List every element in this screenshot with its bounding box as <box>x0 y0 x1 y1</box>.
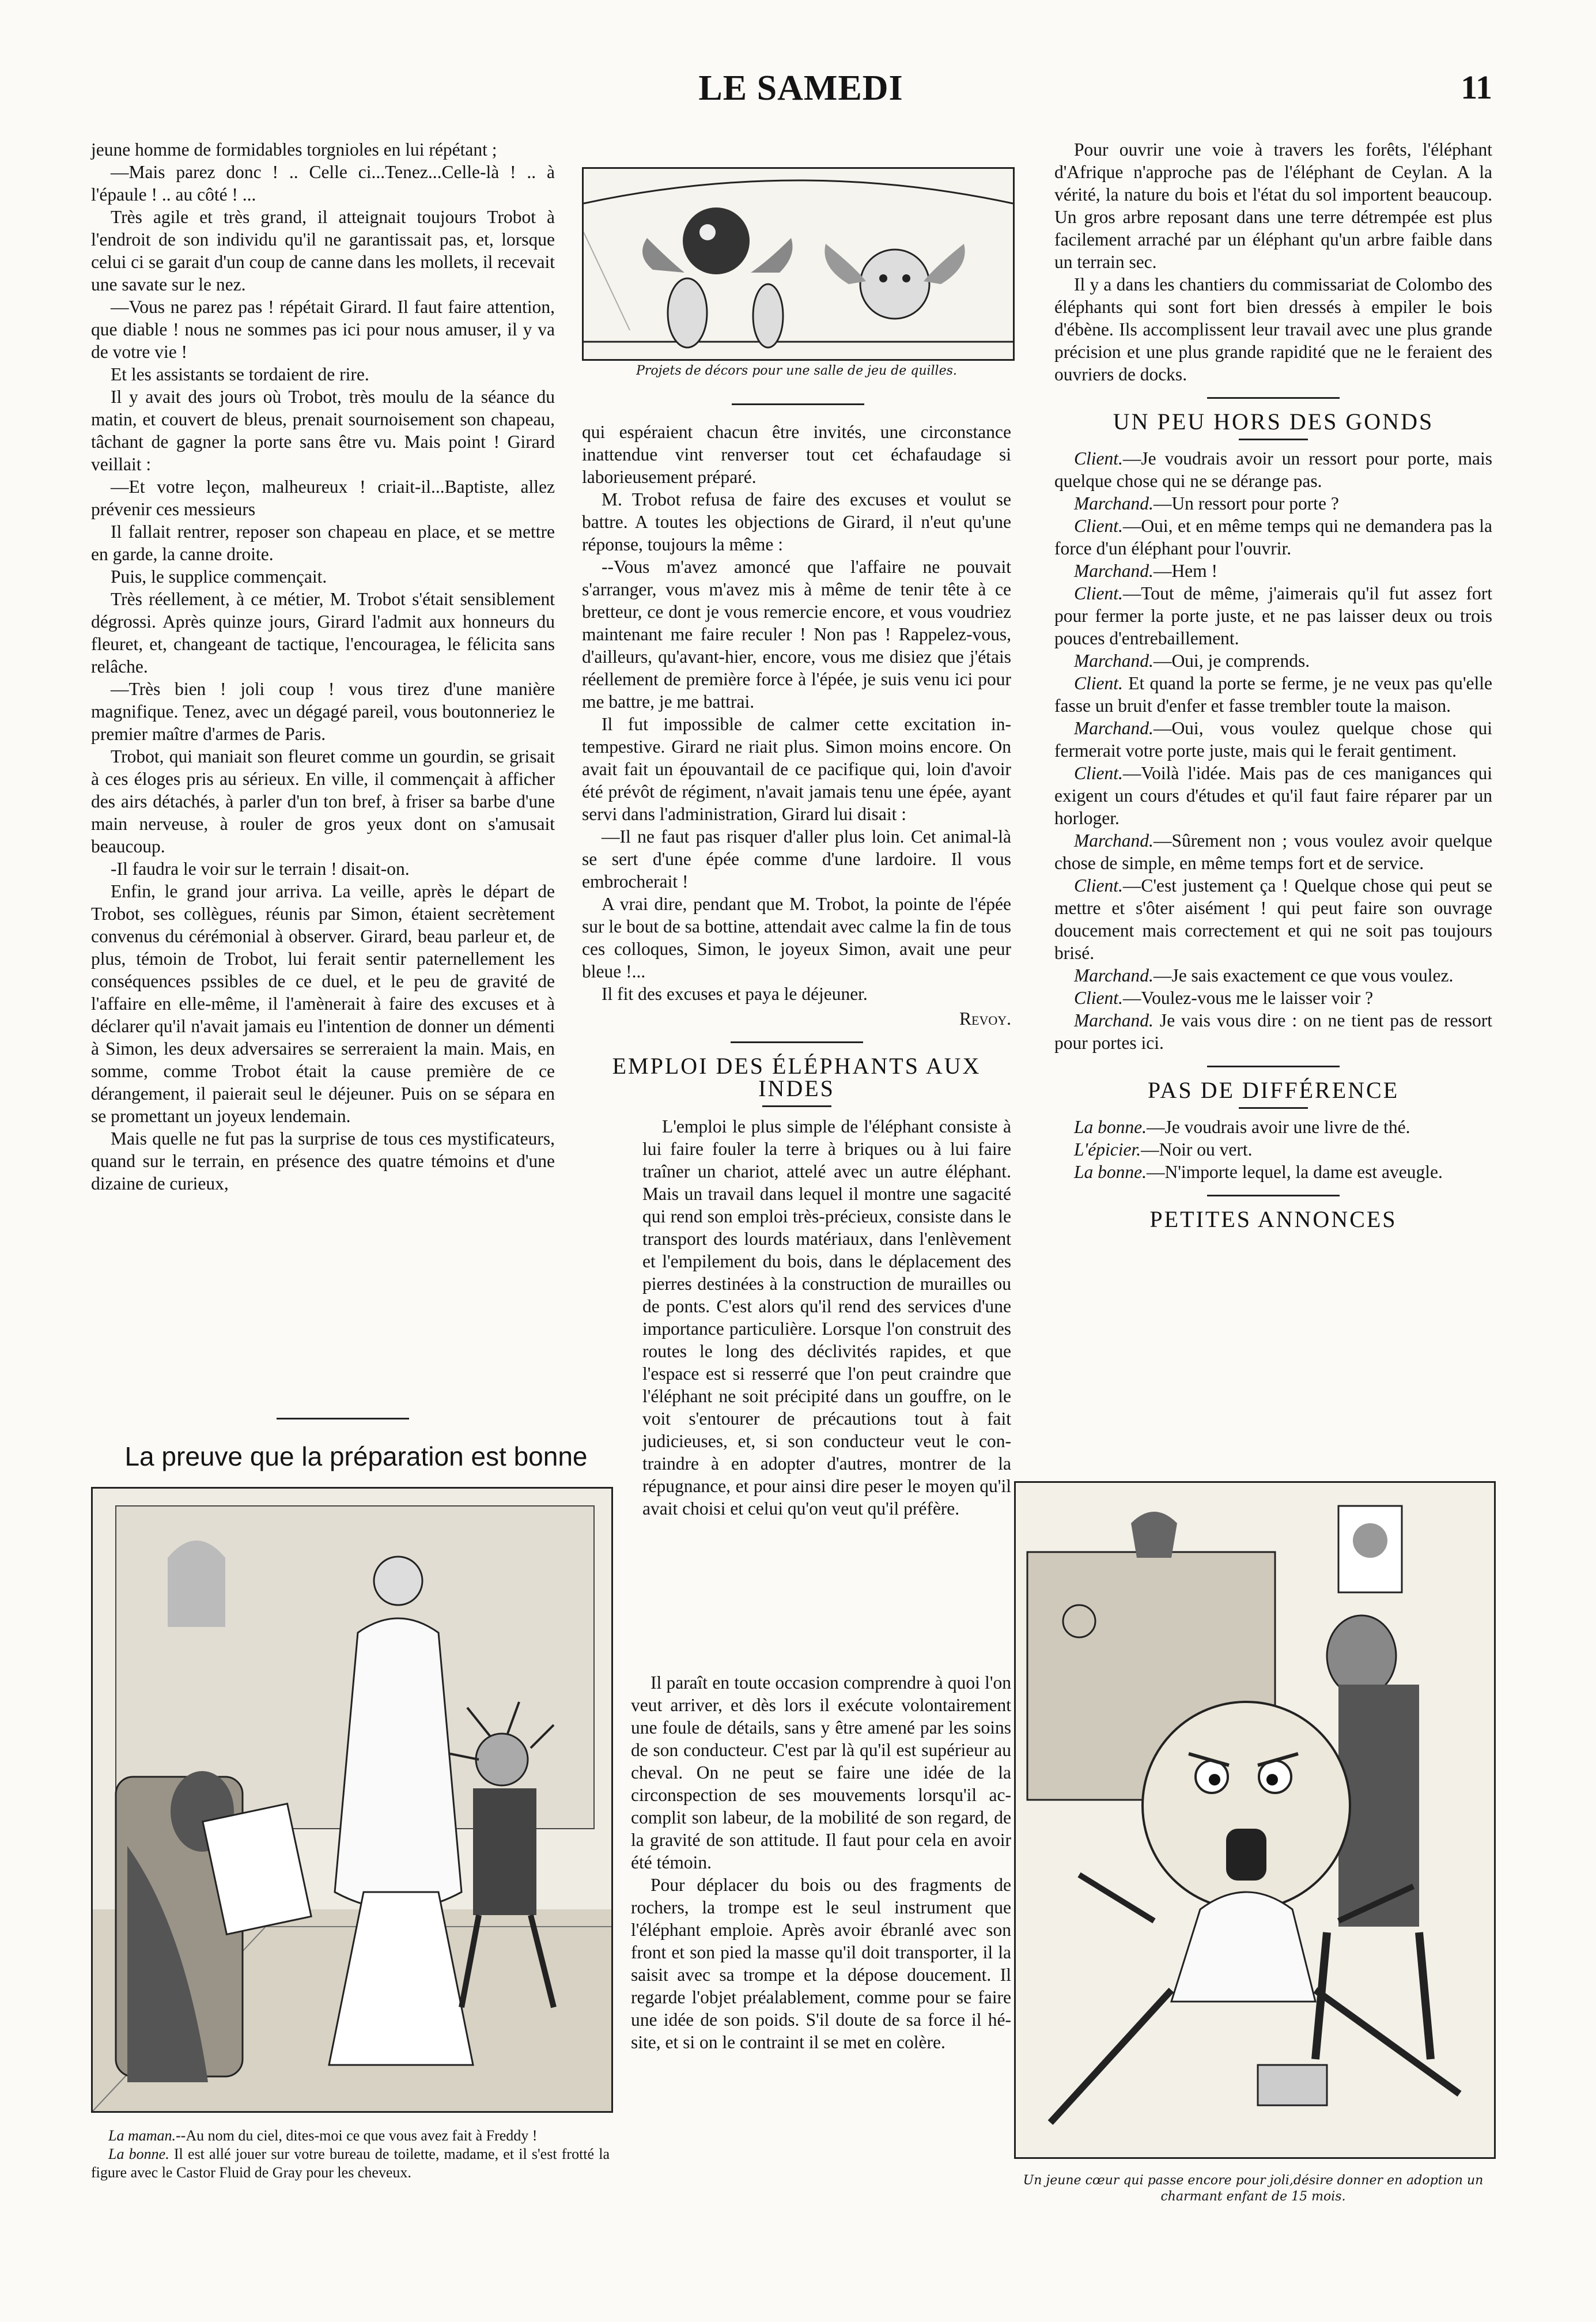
maid-and-child-drawing <box>93 1489 611 2111</box>
divider <box>762 1105 831 1107</box>
dialogue-line: —Je voudrais avoir un ressort pour porte, mais quelque chose qui ne se dérange pas. <box>1054 448 1492 491</box>
dialogue-line: —Oui, vous voulez quelque chose qui fermerait votre porte juste, mais qui le ferait gentiment. <box>1054 718 1492 761</box>
divider <box>732 403 864 405</box>
divider <box>731 1041 863 1043</box>
dialogue-line: —N'importe lequel, la dame est aveugle. <box>1147 1162 1443 1182</box>
paragraph: Puis, le supplice commençait. <box>111 567 327 587</box>
dialogue-line: —Je sais exactement ce que vous voulez. <box>1153 965 1454 986</box>
section-heading: EMPLOI DES ÉLÉPHANTS AUX INDES <box>612 1053 981 1101</box>
dialogue-line: —Hem ! <box>1153 561 1218 581</box>
paragraph: Enfin, le grand jour arriva. La veille, après le départ de Trobot, ses collègues, réunis par Simon, étaient secrètement convenus du cérémonial à observer. Girard, beau parleur et, de plus, témoin de Trobot, lui ferait sentir paternellement les conséquences pssibles de ce duel, et le peu de gravité de l'affaire en elle-même, il l'amènerait à faire des excuses et à déclarer qu'il n'avait jamais eu l'intention de donner un démenti à Simon, les deux adversaires se serreraient la main. Mais, en somme, comme Trobot était la cause première de ce dérangement, il paierait seul le déjeuner. Puis on se sépara en se promettant un joyeux lendemain. <box>91 881 555 1126</box>
illustration-caption: Un jeune cœur qui passe encore pour joli,désire donner en adoption un charmant enfant de 15 mois. <box>1023 2173 1484 2204</box>
paragraph: —Vous ne parez pas ! répétait Girard. Il faut faire attention, que diable ! nous ne sommes pas ici pour nous amuser, il y va de votre vie ! <box>91 297 555 362</box>
speaker-label: La maman. <box>108 2127 176 2144</box>
dialogue-line: —Tout de même, j'aimerais qu'il fut assez fort pour fermer la porte juste, et ne pas laisser deux ou trois pouces d'entrebaillement. <box>1054 583 1492 648</box>
speaker-label: Marchand. <box>1074 493 1153 514</box>
paragraph: --Vous m'avez amoncé que l'affaire ne pouvait s'arranger, vous m'avez mis à même de tenir tête à ce bretteur, ce dont je vous remercie encore, et vous voudriez maintenant me faire reculer ! Non pas ! Rappelez-vous, d'ailleurs, qu'avant-hier, encore, vous me disiez que j'étais réellement de première force à l'épée, je suis venu ici pour me battre, je me battrai. <box>582 557 1011 712</box>
divider <box>1207 397 1340 399</box>
speaker-label: Client. <box>1074 875 1123 896</box>
speaker-label: Marchand. <box>1074 561 1153 581</box>
divider <box>1207 1066 1340 1067</box>
divider <box>1207 1195 1340 1196</box>
paragraph: -Il faudra le voir sur le terrain ! disait-on. <box>111 859 410 879</box>
newspaper-title: LE SAMEDI <box>698 69 903 108</box>
divider <box>1239 439 1308 440</box>
paragraph: —Il ne faut pas risquer d'aller plus loin. Cet animal-là se sert d'une épée comme d'une lardoire. Il vous embrocherait ! <box>582 826 1011 892</box>
section-heading: UN PEU HORS DES GONDS <box>1113 409 1434 435</box>
speaker-label: L'épicier. <box>1074 1139 1141 1160</box>
dialogue-line: Et quand la porte se ferme, je ne veux pas qu'elle fasse un bruit d'enfer et fasse trembler toute la maison. <box>1054 673 1492 716</box>
dialogue-line: —Voulez-vous me le laisser voir ? <box>1122 988 1374 1008</box>
paragraph: Il y a dans les chantiers du commissariat de Colombo des éléphants qui sont fort bien dressés à empiler le bois d'ébène. Ils accomplissent leur travail avec une plus grande précision et une plus grande rapidité que ne le feraient des ouvriers de docks. <box>1054 274 1492 384</box>
illustration-caption <box>91 2127 610 2182</box>
dialogue-line: —C'est justement ça ! Quelque chose qui peut se mettre et s'ôter aisément ! qui peut faire son ouvrage doucement mais correctement et qui ne soit pas toujours brisé. <box>1054 875 1492 963</box>
author-signature: Revoy. <box>959 1009 1011 1029</box>
paragraph: Très réellement, à ce métier, M. Trobot s'était sensiblement dégrossi. Après quinze jours, Girard l'admit aux honneurs du fleuret, et, changeant de tactique, l'encouragea, le félicita sans relâche. <box>91 589 555 677</box>
speaker-label: Marchand. <box>1074 830 1153 851</box>
dialogue-line: —Oui, je comprends. <box>1153 651 1310 671</box>
speaker-label: Client. <box>1074 763 1123 783</box>
paragraph: —Très bien ! joli coup ! vous tirez d'une manière magnifique. Tenez, avec un dégagé pareil, vous boutonneriez le premier maître d'armes de Paris. <box>91 679 555 744</box>
speaker-label: Client. <box>1074 673 1123 693</box>
speaker-label: Marchand. <box>1074 1010 1153 1030</box>
dialogue-line: —Sûrement non ; vous voulez avoir quelque chose de simple, en même temps fort et de service. <box>1054 830 1492 873</box>
speaker-text: --Au nom du ciel, dites-moi ce que vous avez fait à Freddy ! <box>176 2127 538 2144</box>
paragraph: Il paraît en toute occasion comprendre à quoi l'on veut arriver, et dès lors il exécute volontairement une foule de détails, sans y être amené par les soins de son conducteur. C'est par là qu'il est supérieur au cheval. On ne peut se faire une idée de la circonspection de ses mouvements lorsqu'il accomplit son labeur, de la mobilité de son regard, de la gravité de son attitude. Il faut pour cela en avoir été témoin. <box>631 1672 1011 1872</box>
preparation-illustration <box>91 1487 613 2113</box>
bowling-decor-illustration <box>582 167 1015 361</box>
section-heading: PAS DE DIFFÉRENCE <box>1147 1077 1400 1103</box>
speaker-label: Client. <box>1074 448 1123 469</box>
crying-child-drawing <box>1016 1483 1494 2157</box>
dialogue-line: Je vais vous dire : on ne tient pas de ressort pour portes ici. <box>1054 1010 1492 1053</box>
paragraph: Très agile et très grand, il atteignait toujours Trobot à l'endroit de son individu qu'il ne garantissait pas, et, lorsque celui ci se garait d'un coup de canne dans les mollets, il recevait une savate sur le nez. <box>91 207 555 295</box>
column-middle-lower <box>631 1671 1011 2053</box>
paragraph: Mais quelle ne fut pas la surprise de tous ces mystificateurs, quand sur le terrain, en présence des quatre témoins et d'une dizaine de curieux, <box>91 1128 555 1194</box>
speaker-label: Client. <box>1074 516 1123 536</box>
column-right <box>1054 138 1492 1236</box>
section-heading: PETITES ANNONCES <box>1149 1206 1397 1232</box>
page-number: 11 <box>1461 69 1492 106</box>
cherubs-drawing <box>584 169 1013 359</box>
speaker-label: La bonne. <box>1074 1162 1147 1182</box>
paragraph: Pour déplacer du bois ou des fragments de rochers, la trompe est le seul instrument que l'éléphant emploie. Après avoir ébranlé avec son front et son pied la masse qu'il doit transporter, il la saisit avec sa trompe et la dépose doucement. Il regarde l'objet préalablement, comme pour se faire une idée de son poids. S'il doute de sa force il hésite, et si on le contraint il se met en colère. <box>631 1875 1011 2052</box>
paragraph: qui espéraient chacun être invités, une circonstance inattendue vint renverser tout cet échafaudage si laborieusement préparé. <box>582 422 1011 487</box>
speaker-label: Marchand. <box>1074 965 1153 986</box>
column-middle <box>582 421 1011 1520</box>
speaker-label: La bonne. <box>1074 1117 1147 1137</box>
paragraph: Il fut impossible de calmer cette excitation intempestive. Girard ne riait plus. Simon moins encore. On avait fait un épouvantail de ce pacifique qui, loin d'avoir été prévôt de régiment, n'avait jamais tenu une épée, ayant servi dans l'administration, Girard lui disait : <box>582 714 1011 824</box>
speaker-text: Il est allé jouer sur votre bureau de toilette, madame, et il s'est frotté la figure avec le Castor Fluid de Gray pour les cheveux. <box>91 2146 610 2181</box>
paragraph: Pour ouvrir une voie à travers les forêts, l'éléphant d'Afrique n'approche pas de l'éléphant de Ceylan. A la vérité, la nature du bois et l'état du sol importent beaucoup. Un gros arbre reposant dans une terre détrempée est plus facilement arraché par un éléphant qu'un arbre faible dans un terrain sec. <box>1054 139 1492 272</box>
paragraph: L'emploi le plus simple de l'éléphant consiste à lui faire fouler la terre à briques ou à lui faire traîner un chariot, attelé avec un autre éléphant. Mais un travail dans lequel il montre une sagacité qui rend son emploi très-précieux, consiste dans le transport des lourds matériaux, dans l'enlèvement et l'empilement du bois, dans le déplacement des pierres destinées à la construction de murailles ou de ponts. C'est alors qu'il rend des services d'une importance particulière. Lorsque l'on construit des routes le long des déclivités rapides, et que l'espace est si resserré que l'on peut craindre que l'éléphant ne soit précipité dans un gouffre, on le voit s'entourer de précautions tout à fait judicieuses, et, si son conducteur veut le contraindre à en adopter d'autres, montrer de la répugnance, et pour ainsi dire peser le moyen qu'il avait choisi et celui qu'on veut qu'il préfère. <box>642 1116 1011 1519</box>
paragraph: A vrai dire, pendant que M. Trobot, la pointe de l'épée sur le bout de sa bottine, attendait avec calme la fin de tous ces colloques, Simon, le joyeux Simon, avait une peur bleue !... <box>582 894 1011 981</box>
dialogue-line: —Un ressort pour porte ? <box>1153 493 1339 514</box>
illustration-title: La preuve que la préparation est bonne <box>124 1441 588 1471</box>
paragraph: jeune homme de formidables torgnioles en lui répétant ; <box>91 139 497 160</box>
speaker-label: Marchand. <box>1074 718 1153 738</box>
speaker-label: Client. <box>1074 988 1123 1008</box>
speaker-label: Marchand. <box>1074 651 1153 671</box>
divider <box>1239 1107 1308 1109</box>
dialogue-line: —Voilà l'idée. Mais pas de ces manigances qui exigent un cours d'études et qu'il faut faire réparer par un horloger. <box>1054 763 1492 828</box>
paragraph: Trobot, qui maniait son fleuret comme un gourdin, se grisait à ces éloges pris au sérieux. En ville, il commençait à afficher des airs détachés, à parler d'un ton bref, à friser sa barbe d'une main nerveuse, à rouler de gros yeux dont on s'amusait beaucoup. <box>91 746 555 856</box>
paragraph: Et les assistants se tordaient de rire. <box>111 364 369 384</box>
divider <box>277 1418 409 1419</box>
paragraph: Il y avait des jours où Trobot, très moulu de la séance du matin, et couvert de bleus, prenait sournoisement son chapeau, tâchant de gagner la porte sans être vu. Mais point ! Girard veillait : <box>91 387 555 474</box>
dialogue-line: —Noir ou vert. <box>1141 1139 1253 1160</box>
paragraph: Il fit des excuses et paya le déjeuner. <box>602 984 868 1004</box>
figure-caption: Projets de décors pour une salle de jeu de quilles. <box>636 364 957 378</box>
petites-annonces-illustration <box>1014 1481 1496 2159</box>
paragraph: Il fallait rentrer, reposer son chapeau en place, et se mettre en garde, la canne droite. <box>91 522 555 564</box>
dialogue-line: —Oui, et en même temps qui ne demandera pas la force d'un éléphant pour l'ouvrir. <box>1054 516 1492 558</box>
speaker-label: La bonne. <box>108 2146 169 2162</box>
paragraph: —Mais parez donc ! .. Celle ci...Tenez...Celle-là ! .. à l'épaule ! .. au côté ! ... <box>91 162 555 205</box>
paragraph: M. Trobot refusa de faire des excuses et voulut se battre. A toutes les objections de Girard, il n'eut qu'une réponse, toujours la même : <box>582 489 1011 554</box>
dialogue-line: —Je voudrais avoir une livre de thé. <box>1147 1117 1410 1137</box>
paragraph: —Et votre leçon, malheureux ! criait-il...Baptiste, allez prévenir ces messieurs <box>91 477 555 519</box>
column-left <box>91 138 555 1195</box>
speaker-label: Client. <box>1074 583 1123 603</box>
